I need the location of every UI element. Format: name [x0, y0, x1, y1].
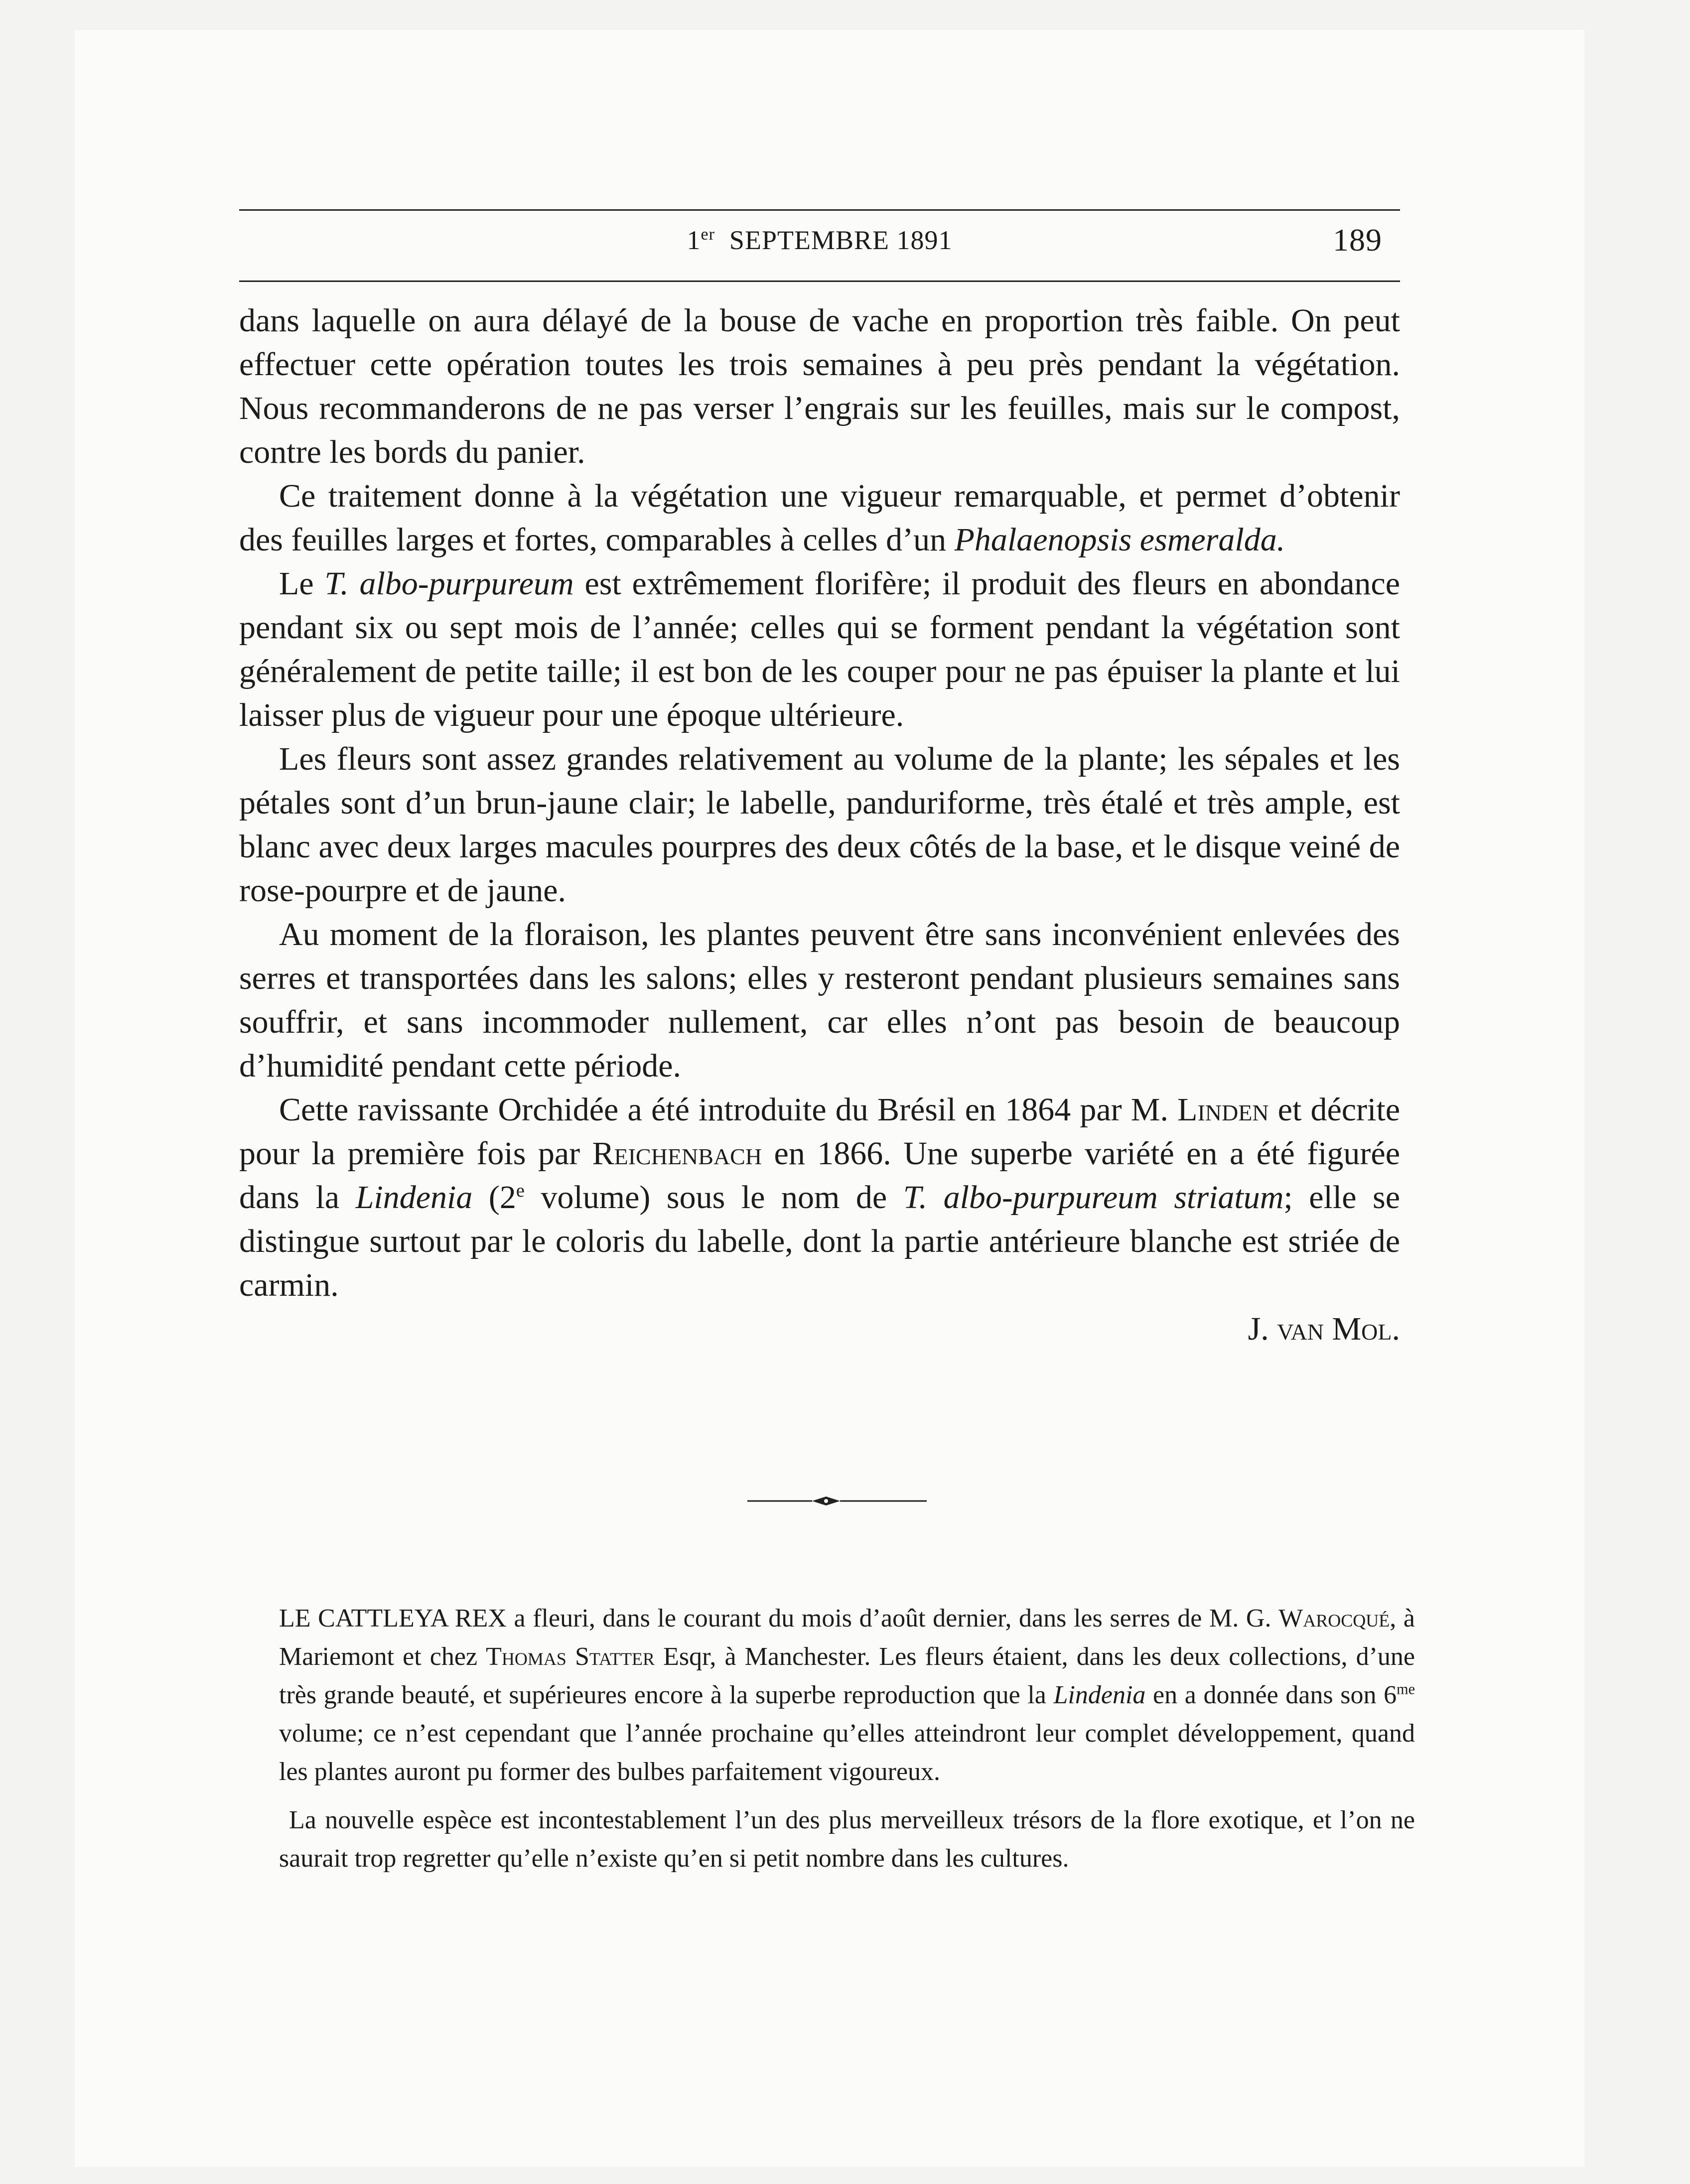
note-title-lindenia: Lindenia: [1053, 1681, 1146, 1709]
date-ordinal: er: [701, 225, 715, 244]
p6-text-e: en 1866. Une superbe variété en a été figurée dans la: [239, 1135, 1400, 1216]
paragraph-4: Les fleurs sont assez grandes relativement au volume de la plante; les sépales et les pétales sont d’un brun-jaune clair; le labelle, panduriforme, très étalé et très ample, est blanc avec deux larges macules pourpres des deux côtés de la base, et le disque veiné de rose-pourpre et de jaune.: [239, 741, 1400, 909]
p6-text-k: ; elle se distingue surtout par le coloris du labelle, dont la partie antérieure blanche est striée de carmin.: [239, 1179, 1401, 1303]
article-body: [239, 299, 1400, 1351]
species-albo-purpureum: T. albo-purpureum: [324, 565, 574, 602]
paragraph-1: dans laquelle on aura délayé de la bouse de vache en proportion très faible. On peut effectuer cette opération toutes les trois semaines à peu près pendant la végétation. Nous recommanderons de ne pas verser l’engrais sur les feuilles, mais sur le compost, contre les bords du panier.: [239, 302, 1400, 470]
p6-text-c: et décrite pour la première fois par: [239, 1092, 1400, 1172]
note-paragraph-2: La nouvelle espèce est incontestablement l’un des plus merveilleux trésors de la flore exotique, et l’on ne saurait trop regretter qu’elle n’existe qu’en si petit nombre dans les cultures.: [279, 1806, 1415, 1873]
running-head: [239, 209, 1400, 282]
news-note: [279, 1599, 1415, 1878]
n1-text-a: LE CATTLEYA REX a fleuri, dans le courant du mois d’août dernier, dans les serres de M. G.: [279, 1604, 1279, 1633]
date-month-year: SEPTEMBRE 1891: [729, 225, 953, 255]
note-paragraph-1: [279, 1599, 1415, 1791]
signature: [239, 1307, 1400, 1351]
page-number: 189: [1333, 222, 1382, 258]
ordinal-e: e: [516, 1180, 525, 1201]
paragraph-5: Au moment de la floraison, les plantes peuvent être sans inconvénient enlevées des serres et transportées dans les salons; elles y resteront pendant plusieurs semaines sans souffrir, et sans incommoder nullement, car elles n’ont pas besoin de beaucoup d’humidité pendant cette période.: [239, 916, 1400, 1084]
name-reichenbach: Reichenbach: [592, 1135, 762, 1172]
n1-text-c: , à Mariemont et chez: [279, 1604, 1415, 1671]
section-divider-ornament: [747, 1495, 927, 1507]
divider-ornament-icon: [747, 1495, 927, 1507]
n1-text-i: volume; ce n’est cependant que l’année prochaine qu’elles atteindront leur complet développement, quand les plantes auront pu former des bulbes parfaitement vigoureux.: [279, 1719, 1415, 1786]
p6-text-g: (2: [472, 1179, 516, 1216]
header-date: [239, 225, 1400, 256]
p2-text: Ce traitement donne à la végétation une vigueur remarquable, et permet d’obtenir des feuilles larges et fortes, comparables à celles d’un: [239, 478, 1400, 558]
paragraph-2: [239, 474, 1400, 562]
n1-text-g: en a donnée dans son 6: [1145, 1681, 1397, 1709]
signature-initial: J. van: [1248, 1311, 1332, 1347]
date-day: 1: [687, 225, 701, 255]
paragraph-6: [239, 1088, 1400, 1307]
ordinal-me: me: [1397, 1680, 1415, 1698]
p6-text-i: volume) sous le nom de: [524, 1179, 903, 1216]
signature-surname: Mol.: [1332, 1311, 1400, 1347]
p6-text-a: Cette ravissante Orchidée a été introduite du Brésil en 1864 par M.: [279, 1092, 1178, 1128]
p3-text-c: est extrêmement florifère; il produit des fleurs en abondance pendant six ou sept mois de l’année; celles qui se forment pendant la végétation sont généralement de petite taille; il est bon de les couper pour ne pas épuiser la plante et lui laisser plus de vigueur pour une époque ultérieure.: [239, 565, 1401, 733]
species-striatum: T. albo-purpureum striatum: [903, 1179, 1284, 1216]
title-lindenia: Lindenia: [355, 1179, 473, 1216]
name-warocque: Warocqué: [1278, 1604, 1390, 1633]
name-thomas-statter: Thomas Statter: [486, 1642, 655, 1671]
n1-text-e: Esqr, à Manchester. Les fleurs étaient, dans les deux collections, d’une très grande beauté, et supérieures encore à la superbe reproduction que la: [279, 1642, 1415, 1709]
species-phalaenopsis: Phalaenopsis esmeralda.: [954, 522, 1285, 558]
p3-text-a: Le: [279, 565, 325, 602]
paragraph-3: [239, 562, 1400, 737]
name-linden: Linden: [1177, 1092, 1269, 1128]
